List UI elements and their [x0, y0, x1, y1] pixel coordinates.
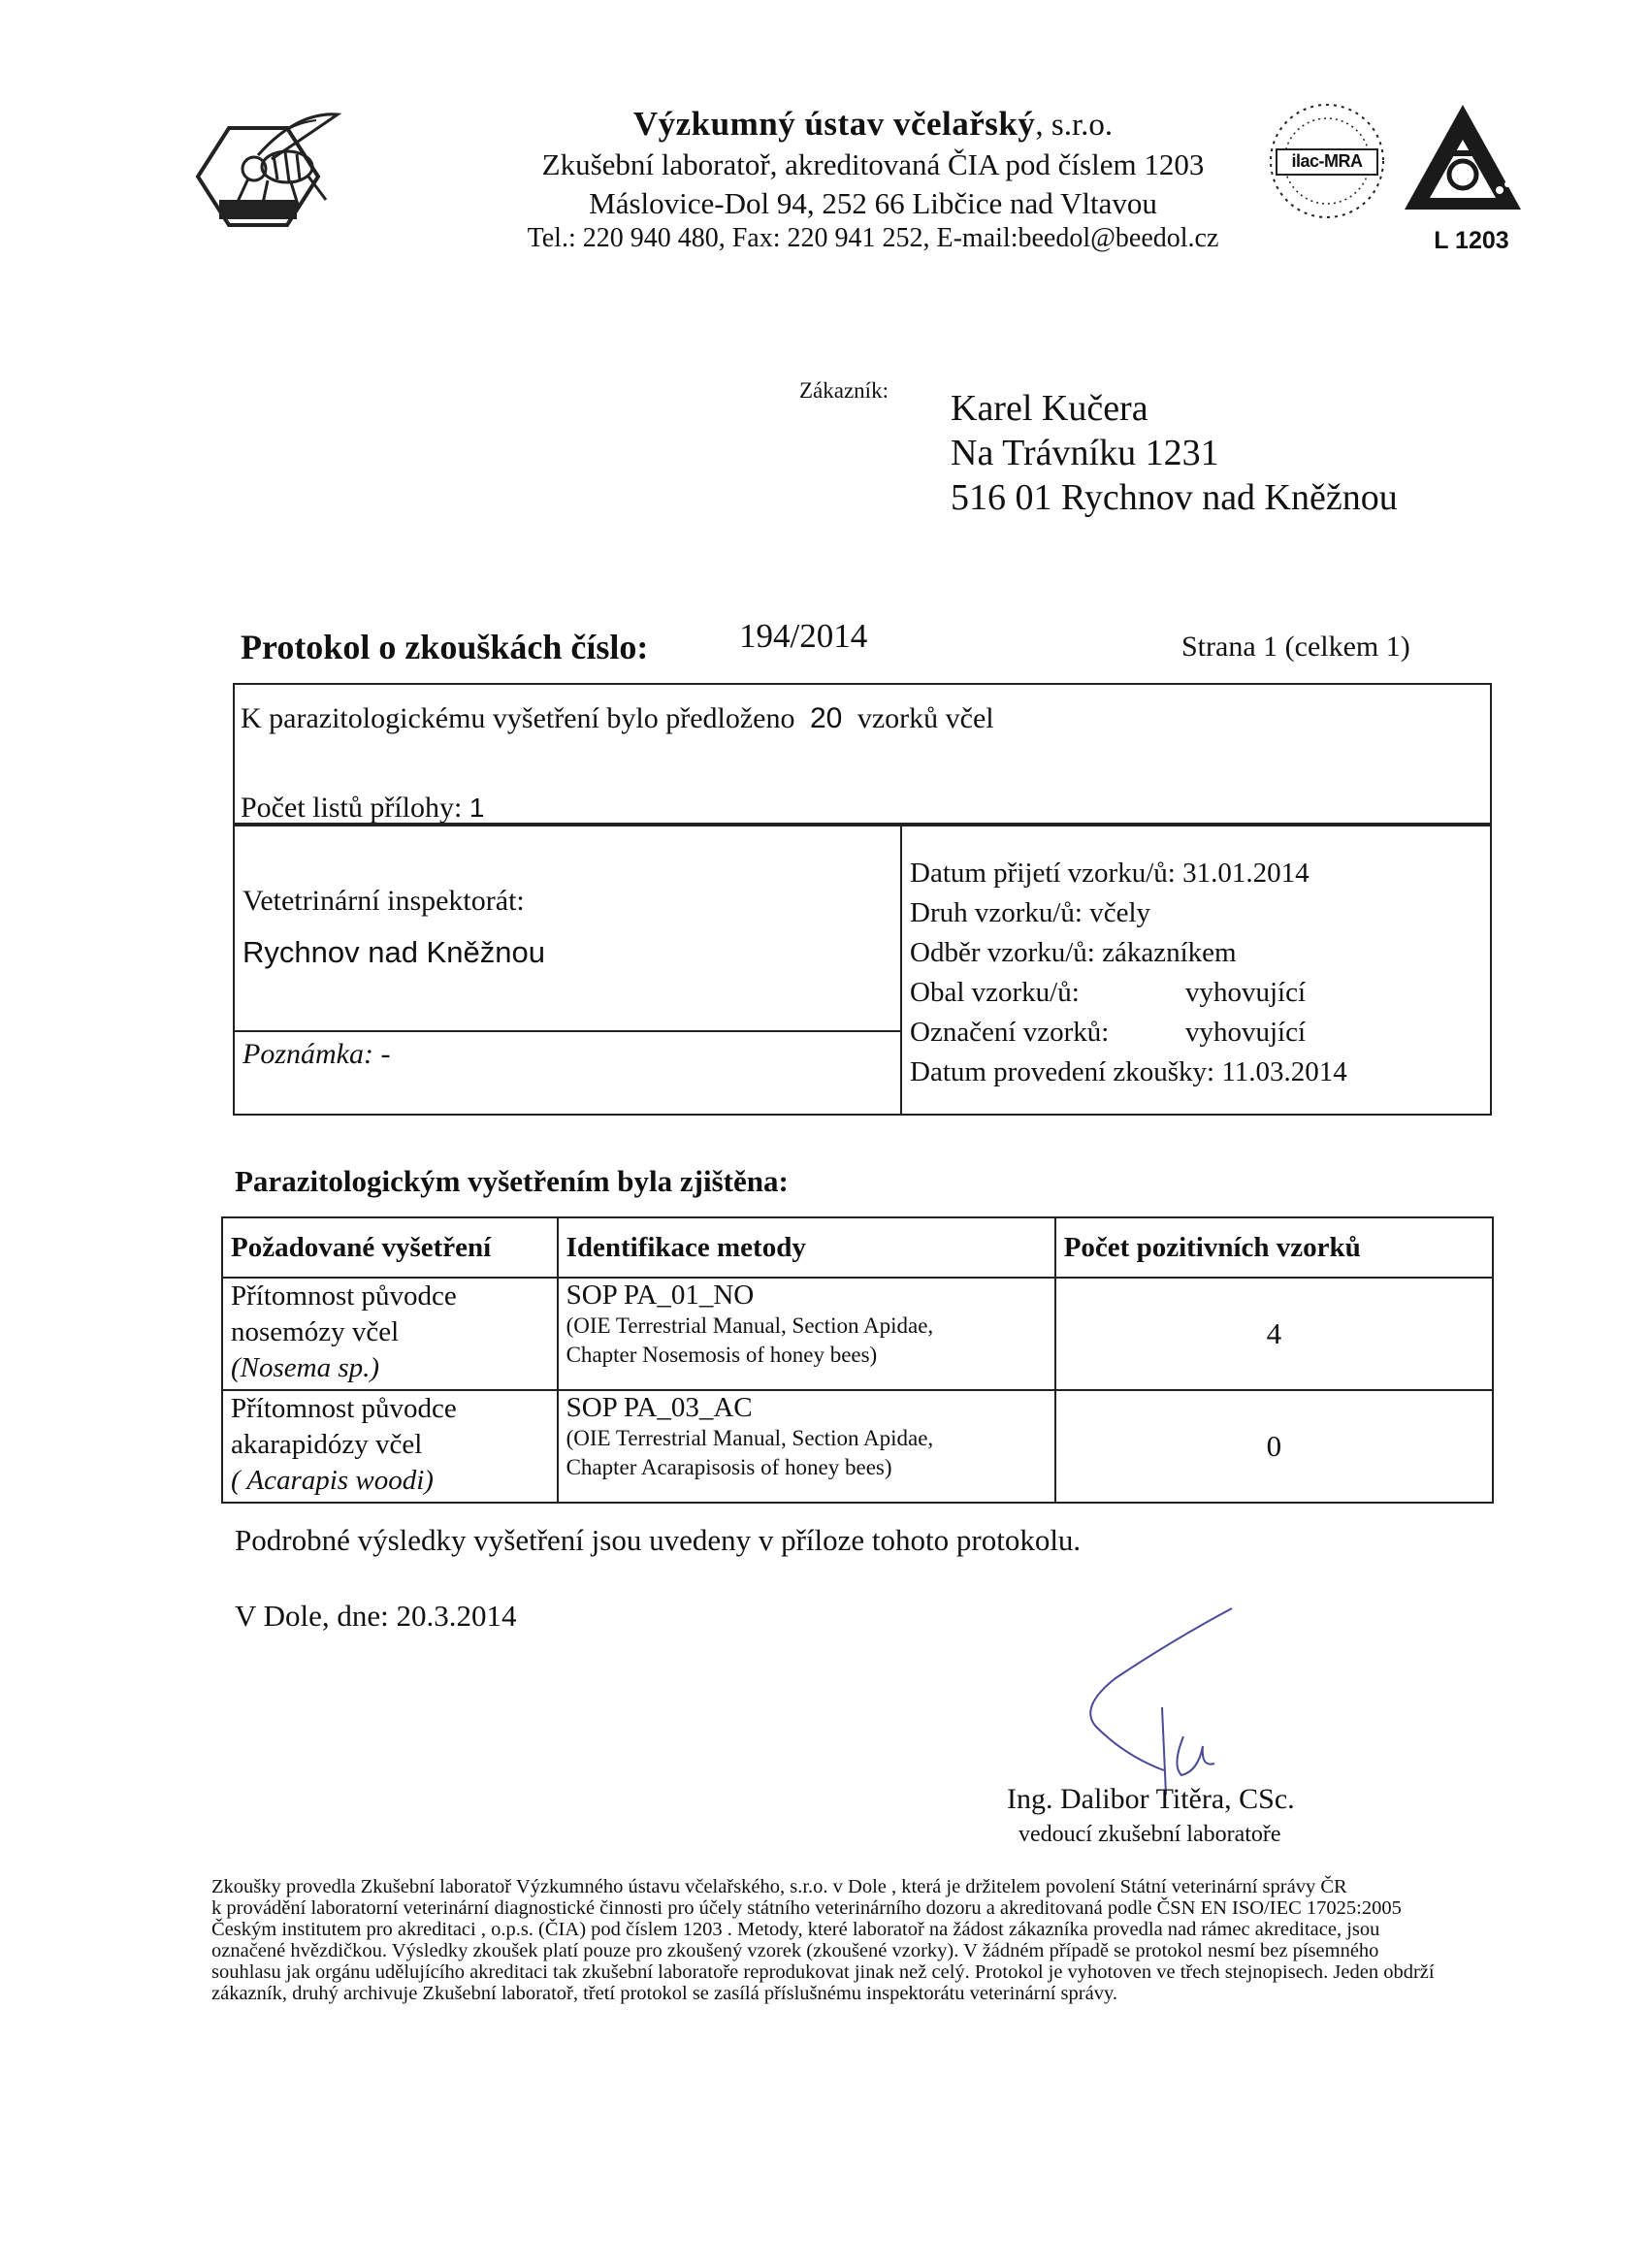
submission-text-after: vzorků včel [857, 702, 994, 734]
accreditation-number: L 1203 [1434, 227, 1509, 254]
note-divider [233, 1030, 902, 1032]
note-value: - [380, 1038, 391, 1070]
table-row [222, 1278, 1493, 1390]
footer-line: k provádění laboratorní veterinární diagnostické činnosti pro účely státního veterinárního dozoru a akreditovaná podle ČSN EN ISO/IEC 17025:2005 [211, 1897, 1402, 1919]
institute-suffix: , s.r.o. [1035, 108, 1114, 143]
exam-organism: (Nosema sp.) [231, 1352, 380, 1383]
results-table [221, 1216, 1494, 1504]
customer-city: 516 01 Rychnov nad Kněžnou [951, 477, 1398, 518]
signatory-role: vedoucí zkušební laboratoře [1018, 1822, 1281, 1847]
customer-label: Zákazník: [799, 378, 889, 403]
handwritten-signature [1057, 1601, 1251, 1804]
cia-accreditation-mark [1399, 101, 1525, 217]
footer-line: zákazník, druhý archivuje Zkušební laboratoř, třetí protokol se zasílá příslušnému inspektorátu veterinární správy. [211, 1983, 1117, 2004]
protocol-title: Protokol o zkouškách číslo: [241, 628, 649, 666]
table-header-row [222, 1217, 1493, 1278]
exam-line: akarapidózy včel [231, 1429, 423, 1460]
table-row [222, 1390, 1493, 1503]
test-date: Datum provedení zkoušky: 11.03.2014 [910, 1056, 1347, 1087]
exam-cell [222, 1278, 558, 1390]
footer-line: Zkoušky provedla Zkušební laboratoř Výzkumného ústavu včelařského, s.r.o. v Dole , která je držitelem povolení Státní veterinární správy ČR [211, 1876, 1347, 1897]
packaging-value: vyhovující [1185, 977, 1307, 1008]
results-heading: Parazitologickým vyšetřením byla zjištěna: [235, 1164, 789, 1198]
column-header-method: Identifikace metody [558, 1217, 1055, 1278]
place-date: V Dole, dne: 20.3.2014 [235, 1599, 517, 1633]
positive-count: 0 [1055, 1390, 1493, 1503]
lab-accreditation-line: Zkušební laboratoř, akreditovaná ČIA pod číslem 1203 [541, 147, 1205, 181]
exam-line: Přítomnost původce [231, 1393, 457, 1424]
inspectorate-value: Rychnov nad Kněžnou [242, 935, 545, 969]
bee-logo [190, 107, 345, 247]
page-indicator: Strana 1 (celkem 1) [1181, 631, 1410, 663]
exam-line: Přítomnost původce [231, 1280, 457, 1312]
marking-label: Označení vzorků: [910, 1017, 1110, 1048]
method-cell [558, 1278, 1055, 1390]
method-code: SOP PA_03_AC [566, 1392, 753, 1423]
method-ref: (OIE Terrestrial Manual, Section Apidae, [566, 1313, 934, 1338]
submission-text-before: K parazitologickému vyšetření bylo předloženo [241, 702, 795, 734]
received-date: Datum přijetí vzorku/ů: 31.01.2014 [910, 858, 1310, 889]
attachments-line [241, 792, 484, 825]
exam-organism: ( Acarapis woodi) [231, 1465, 434, 1496]
packaging-label: Obal vzorku/ů: [910, 977, 1080, 1008]
ilac-mra-text: ilac-MRA [1291, 151, 1363, 171]
info-box-divider [900, 823, 902, 1116]
customer-street: Na Trávníku 1231 [951, 433, 1219, 473]
method-ref: Chapter Nosemosis of honey bees) [566, 1343, 878, 1367]
footer-line: označené hvězdičkou. Výsledky zkoušek platí pouze pro zkoušený vzorek (zkoušené vzorky). V žádném případě se protokol nesmí bez písemného [211, 1940, 1379, 1961]
exam-cell [222, 1390, 558, 1503]
method-ref: (OIE Terrestrial Manual, Section Apidae, [566, 1426, 934, 1450]
institute-contact-line: Tel.: 220 940 480, Fax: 220 941 252, E-mail:beedol@beedol.cz [527, 223, 1219, 253]
ilac-mra-seal [1267, 101, 1387, 221]
institute-title [417, 105, 1329, 144]
customer-name: Karel Kučera [951, 388, 1148, 429]
footer-line: souhlasu jak orgánu udělujícího akreditaci tak zkušební laboratoře reprodukovat jinak než celý. Protokol je vyhotoven ve třech stejnopisech. Jeden obdrží [211, 1961, 1435, 1983]
submission-text [241, 702, 994, 735]
column-header-positive: Počet pozitivních vzorků [1055, 1217, 1493, 1278]
note-label: Poznámka: [242, 1038, 373, 1070]
signatory-name: Ing. Dalibor Titěra, CSc. [1007, 1783, 1295, 1815]
method-ref: Chapter Acarapisosis of honey bees) [566, 1455, 892, 1479]
legal-footer [211, 1876, 1531, 2004]
exam-line: nosemózy včel [231, 1316, 400, 1347]
inspectorate-label: Vetetrinární inspektorát: [242, 885, 525, 917]
detail-note: Podrobné výsledky vyšetření jsou uvedeny v příloze tohoto protokolu. [235, 1523, 1082, 1557]
attachments-label: Počet listů přílohy: [241, 792, 463, 824]
positive-count: 4 [1055, 1278, 1493, 1390]
protocol-number: 194/2014 [739, 617, 868, 655]
column-header-exam: Požadované vyšetření [222, 1217, 558, 1278]
footer-line: Českým institutem pro akreditaci , o.p.s. (ČIA) pod číslem 1203 . Metody, které laboratoř na žádost zákazníka provedla nad rámec akreditace, jsou [211, 1919, 1380, 1940]
method-code: SOP PA_01_NO [566, 1280, 755, 1311]
marking-value: vyhovující [1185, 1017, 1307, 1048]
institute-address-line: Máslovice-Dol 94, 252 66 Libčice nad Vltavou [589, 186, 1157, 220]
attachments-count: 1 [469, 793, 485, 823]
method-cell [558, 1390, 1055, 1503]
institute-name: Výzkumný ústav včelařský [632, 105, 1036, 143]
note-line [242, 1038, 390, 1071]
sample-collection: Odběr vzorku/ů: zákazníkem [910, 937, 1237, 968]
sample-type: Druh vzorku/ů: včely [910, 897, 1151, 928]
sample-count: 20 [809, 702, 843, 734]
